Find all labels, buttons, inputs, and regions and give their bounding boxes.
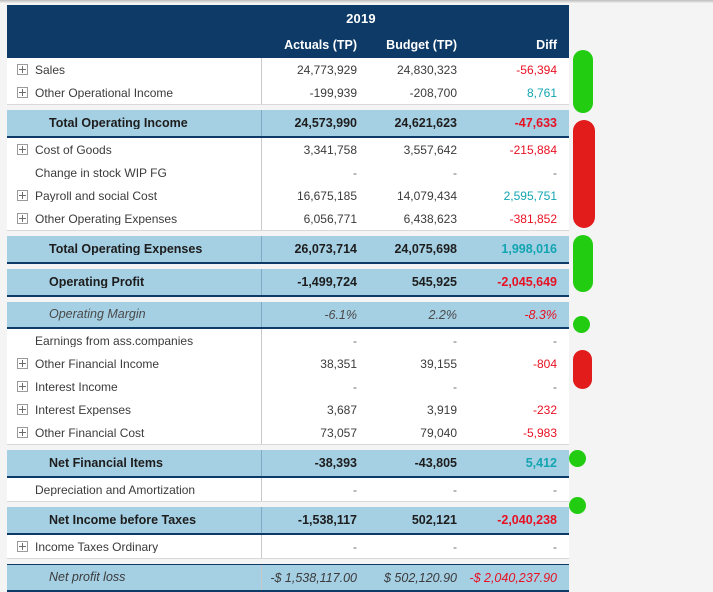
cell-actuals: -199,939 [309,85,357,100]
row-group [7,138,569,231]
row-label: Operating Profit [49,275,145,289]
row-label: Other Financial Cost [35,426,145,439]
cell-budget: -208,700 [409,85,457,100]
cell-diff: - [553,539,557,554]
table-row[interactable] [7,450,569,478]
expand-plus-box-icon[interactable] [15,213,29,224]
row-label-cell [7,427,261,439]
table-row[interactable] [7,478,569,501]
cell-budget: - [453,482,457,497]
row-label: Change in stock WIP FG [35,166,167,179]
column-separator [261,161,262,184]
window-top-edge [0,0,713,3]
column-separator [261,507,262,533]
cell-budget: -43,805 [414,456,457,470]
cell-actuals: 24,773,929 [296,62,357,77]
table-row[interactable] [7,81,569,104]
row-label-cell [7,308,261,321]
row-label-cell [7,541,261,553]
cell-budget: 502,121 [411,513,457,527]
report-header [7,5,569,58]
row-label: Income Taxes Ordinary [35,540,159,553]
column-separator [261,207,262,230]
row-label: Operating Margin [49,308,146,321]
table-row[interactable] [7,269,569,297]
cell-diff: -$ 2,040,237.90 [469,570,557,585]
row-label-cell [7,190,261,202]
row-label-cell [7,243,261,256]
row-group [7,58,569,105]
expand-plus-box-icon[interactable] [15,190,29,201]
row-group [7,478,569,502]
row-label: Other Operating Expenses [35,212,178,225]
cell-diff: -56,394 [516,62,557,77]
financial-report-matrix [7,5,569,592]
header-column-row [7,31,569,58]
row-label-cell [7,358,261,370]
header-budget-column[interactable]: Budget (TP) [386,37,457,52]
row-label: Net profit loss [49,571,126,584]
table-row[interactable] [7,352,569,375]
cell-actuals: 38,351 [320,356,357,371]
row-label: Other Operational Income [35,86,174,99]
cell-diff: -47,633 [514,116,557,130]
cell-actuals: - [353,165,357,180]
row-label: Depreciation and Amortization [35,483,196,496]
cell-actuals: - [353,539,357,554]
row-label-cell [7,381,261,393]
header-year-row [7,5,569,31]
kpi-pill-other-financial-income[interactable] [573,316,590,333]
expand-plus-box-icon[interactable] [15,64,29,75]
cell-actuals: 16,675,185 [296,188,357,203]
cell-diff: -381,852 [509,211,557,226]
cell-diff: 5,412 [525,456,557,470]
cell-budget: 79,040 [420,425,457,440]
row-label-cell [7,276,261,289]
cell-diff: -804 [532,356,557,371]
row-label: Earnings from ass.companies [35,334,194,347]
cell-budget: 14,079,434 [396,188,457,203]
cell-actuals: 24,573,990 [294,116,357,130]
cell-diff: 8,761 [526,85,557,100]
table-row[interactable] [7,535,569,558]
table-row[interactable] [7,161,569,184]
report-body [7,58,569,592]
cell-budget: - [453,539,457,554]
column-separator [261,329,262,352]
kpi-pill-operating-expenses[interactable] [573,120,595,228]
row-label: Interest Income [35,380,118,393]
cell-actuals: - [353,379,357,394]
column-separator [261,302,262,327]
cell-diff: 2,595,751 [503,188,557,203]
header-diff-column[interactable]: Diff [536,37,557,52]
row-label-cell [7,64,261,76]
expand-plus-box-icon[interactable] [15,87,29,98]
row-label: Payroll and social Cost [35,189,158,202]
table-row[interactable] [7,110,569,138]
cell-actuals: 3,341,758 [303,142,357,157]
row-label: Interest Expenses [35,403,132,416]
table-row[interactable] [7,329,569,352]
cell-budget: - [453,165,457,180]
kpi-pill-operating-profit[interactable] [573,235,593,292]
column-separator [261,269,262,295]
expand-plus-box-icon[interactable] [15,144,29,155]
column-separator [261,478,262,501]
table-row[interactable] [7,421,569,444]
column-separator [261,58,262,81]
row-label: Total Operating Income [49,116,188,130]
row-label: Sales [35,63,66,76]
row-label-cell [7,404,261,416]
cell-diff: - [553,333,557,348]
cell-budget: 3,557,642 [403,142,457,157]
table-row[interactable] [7,236,569,264]
row-label-cell [7,117,261,130]
table-row[interactable] [7,564,569,592]
row-label-cell [7,335,261,347]
cell-actuals: 73,057 [320,425,357,440]
row-label-cell [7,457,261,470]
cell-actuals: - [353,333,357,348]
table-row[interactable] [7,207,569,230]
column-separator [261,398,262,421]
cell-diff: - [553,165,557,180]
column-separator [261,565,262,590]
row-label-cell [7,144,261,156]
table-row[interactable] [7,398,569,421]
cell-budget: 3,919 [426,402,457,417]
cell-actuals: 3,687 [326,402,357,417]
expand-plus-box-icon[interactable] [15,541,29,552]
kpi-pill-interest-expenses[interactable] [573,350,592,389]
header-actuals-column[interactable]: Actuals (TP) [284,37,357,52]
row-group [7,329,569,445]
row-label-cell [7,514,261,527]
column-separator [261,535,262,558]
cell-actuals: -1,499,724 [297,275,357,289]
kpi-pill-operating-income[interactable] [573,50,593,113]
cell-actuals: -6.1% [324,307,357,322]
cell-budget: $ 502,120.90 [384,570,457,585]
table-row[interactable] [7,302,569,329]
expand-plus-box-icon[interactable] [15,404,29,415]
cell-actuals: - [353,482,357,497]
cell-diff: 1,998,016 [501,242,557,256]
cell-diff: -2,040,238 [497,513,557,527]
cell-diff: -2,045,649 [497,275,557,289]
header-year-label: 2019 [346,10,376,26]
row-label: Other Financial Income [35,357,160,370]
column-separator [261,421,262,444]
column-separator [261,236,262,262]
cell-budget: - [453,333,457,348]
cell-budget: 545,925 [411,275,457,289]
row-label-cell [7,484,261,496]
column-separator [261,352,262,375]
cell-budget: 39,155 [420,356,457,371]
column-separator [261,81,262,104]
cell-actuals: -1,538,117 [297,513,357,527]
row-group [7,535,569,559]
cell-diff: -5,983 [522,425,557,440]
row-label: Net Income before Taxes [49,513,197,527]
table-row[interactable] [7,375,569,398]
row-label-cell [7,213,261,225]
cell-actuals: -38,393 [314,456,357,470]
column-separator [261,450,262,476]
cell-budget: - [453,379,457,394]
column-separator [261,110,262,136]
cell-budget: 2.2% [428,307,457,322]
cell-actuals: 26,073,714 [294,242,357,256]
table-row[interactable] [7,138,569,161]
cell-diff: - [553,379,557,394]
expand-plus-box-icon[interactable] [15,427,29,438]
cell-diff: -8.3% [524,307,557,322]
row-label-cell [7,571,261,584]
column-separator [261,375,262,398]
expand-plus-box-icon[interactable] [15,358,29,369]
row-label-cell [7,87,261,99]
row-label: Cost of Goods [35,143,112,156]
cell-diff: -215,884 [509,142,557,157]
cell-actuals: -$ 1,538,117.00 [270,570,357,585]
cell-actuals: 6,056,771 [303,211,357,226]
column-separator [261,138,262,161]
kpi-pill-net-income-before-taxes[interactable] [569,450,586,467]
cell-budget: 24,621,623 [394,116,457,130]
cell-diff: -232 [532,402,557,417]
table-row[interactable] [7,507,569,535]
row-label-cell [7,167,261,179]
cell-budget: 24,830,323 [396,62,457,77]
row-label: Total Operating Expenses [49,242,203,256]
row-label: Net Financial Items [49,456,163,470]
cell-budget: 6,438,623 [403,211,457,226]
table-row[interactable] [7,58,569,81]
column-separator [261,184,262,207]
cell-diff: - [553,482,557,497]
cell-budget: 24,075,698 [394,242,457,256]
table-row[interactable] [7,184,569,207]
expand-plus-box-icon[interactable] [15,381,29,392]
kpi-pill-net-profit-loss[interactable] [569,497,586,514]
